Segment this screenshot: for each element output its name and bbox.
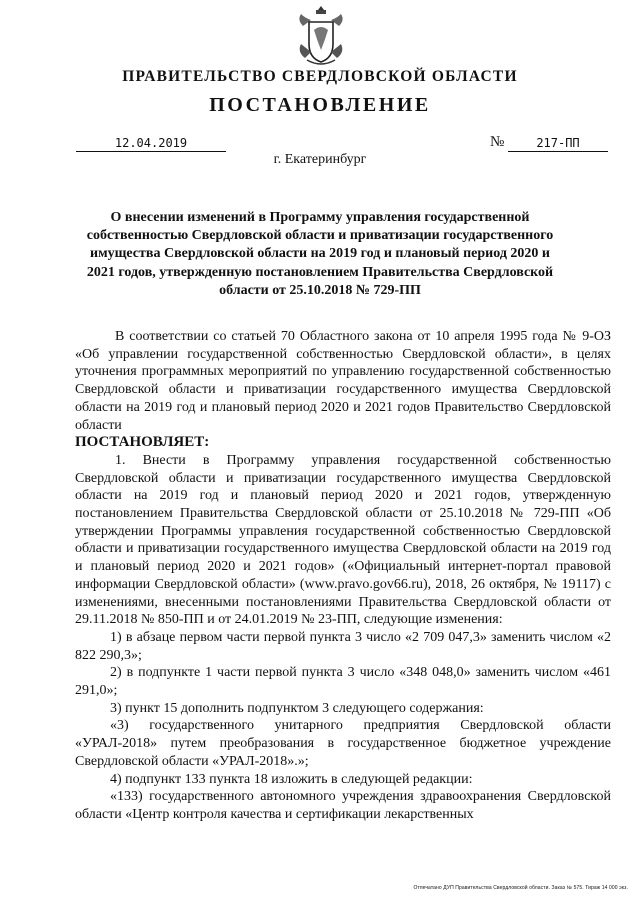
resolves-heading: ПОСТАНОВЛЯЕТ: — [75, 434, 210, 451]
subitem-2: 2) в подпункте 1 части первой пункта 3 число «348 048,0» заменить числом «461 291,0»; — [75, 665, 611, 699]
subitem-3-text: «3) государственного унитарного предприятия Свердловской области «УРАЛ-2018» путем преобразования в государственное бюджетное учреждение Свердловской области «УРАЛ-2018».»; — [75, 718, 611, 769]
print-footer: Отпечатано ДУП Правительства Свердловской области. Заказ № 575. Тираж 14 000 экз. — [413, 885, 628, 891]
document-number: 217-ПП — [508, 135, 608, 152]
document-date: 12.04.2019 — [76, 135, 226, 152]
document-title: О внесении изменений в Программу управления государственной собственностью Свердловской области и приватизации государственного имущества Свердловской области на 2019 год и плановый период 2020 и 2021 годов, утвержденную постановлением Правительства Свердловской области от 25.10.2018 № 729-ПП — [86, 210, 554, 298]
document-type: ПОСТАНОВЛЕНИЕ — [209, 94, 431, 116]
city: г. Екатеринбург — [273, 152, 367, 167]
government-name: ПРАВИТЕЛЬСТВО СВЕРДЛОВСКОЙ ОБЛАСТИ — [122, 68, 518, 85]
item-1: 1. Внести в Программу управления государственной собственностью Свердловской области и приватизации государственного имущества Свердловской области на 2019 год и плановый период 2020 и 2021 годов, утвержденную постановлением Правительства Свердловской области от 25.10.2018 № 729-ПП «Об утверждении Программы управления государственной собственностью Свердловской области и приватизации государственного имущества Свердловской области на 2019 год и плановый период 2020 и 2021 годов» («Официальный интернет-портал правовой информации Свердловской области» (www.pravo.gov66.ru), 2018, 26 октября, № 19117) с изменениями, внесенными постановлениями Правительства Свердловской области от 29.11.2018 № 850-ПП и от 24.01.2019 № 23-ПП, следующие изменения: — [75, 452, 611, 628]
document-body — [75, 328, 611, 824]
subitem-1: 1) в абзаце первом части первой пункта 3 число «2 709 047,3» заменить числом «2 822 290,3»; — [75, 629, 611, 663]
coat-of-arms-icon — [295, 4, 347, 68]
subitem-4: 4) подпункт 133 пункта 18 изложить в следующей редакции: — [110, 771, 473, 787]
subitem-3: 3) пункт 15 дополнить подпунктом 3 следующего содержания: — [110, 700, 484, 716]
number-sign: № — [490, 134, 505, 150]
preamble: В соответствии со статьей 70 Областного закона от 10 апреля 1995 года № 9-ОЗ «Об управлении государственной собственностью Свердловской области», в целях уточнения программных мероприятий по управлению государственной собственностью Свердловской области и приватизации государственного имущества Свердловской области на 2019 год и плановый период 2020 и 2021 годов Правительство Свердловской области — [75, 329, 611, 433]
subitem-4-text: «133) государственного автономного учреждения здравоохранения Свердловской области «Центр контроля качества и сертификации лекарственных — [75, 789, 611, 822]
